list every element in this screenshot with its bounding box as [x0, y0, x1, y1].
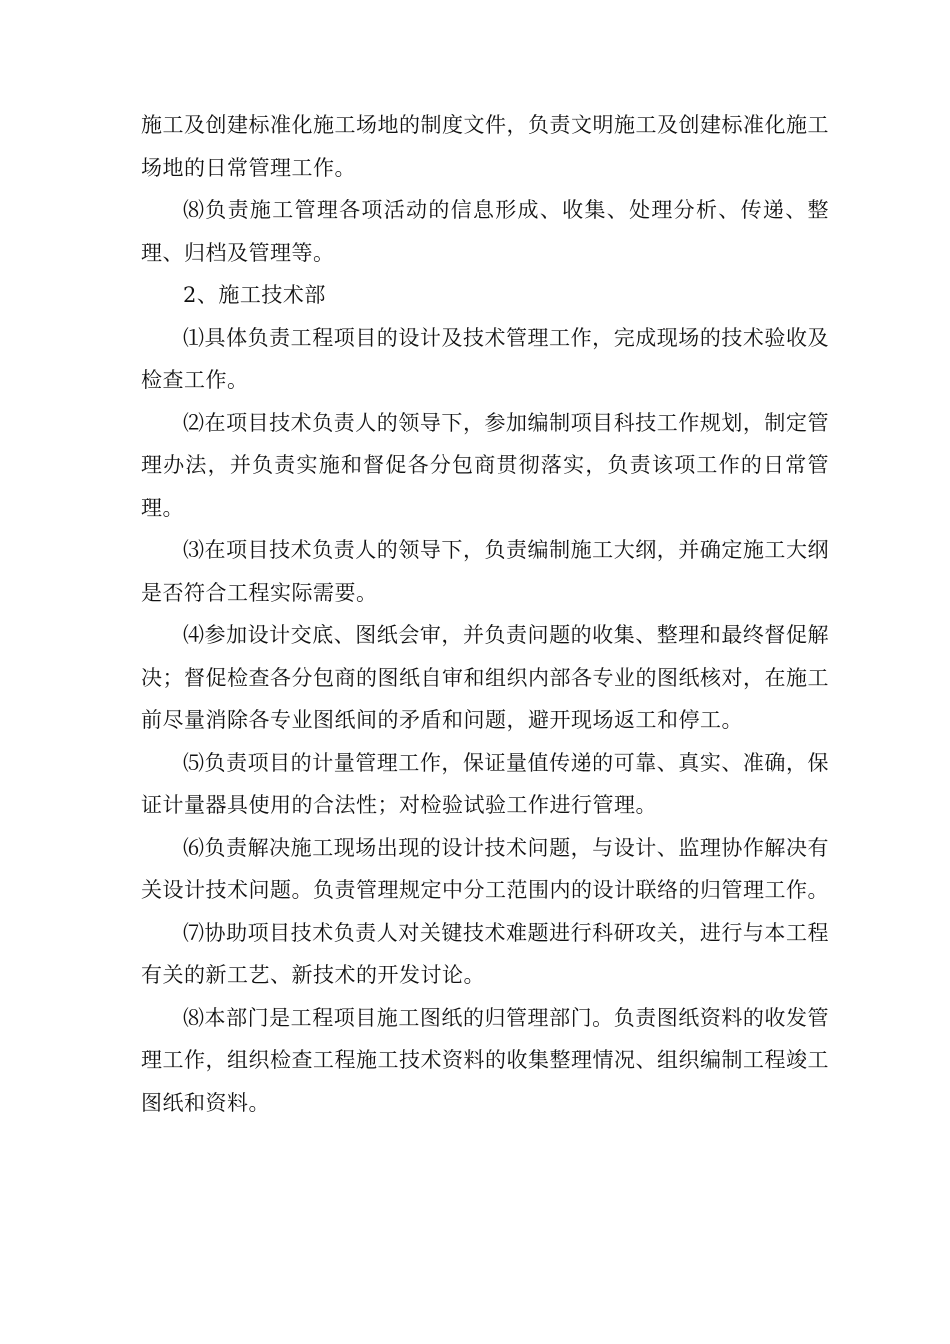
- document-body: [141, 104, 829, 1124]
- section-heading-construction-tech-dept: 2、施工技术部: [183, 283, 326, 307]
- paragraph-item-7: ⑺协助项目技术负责人对关键技术难题进行科研攻关，进行与本工程有关的新工艺、新技术的开发讨论。: [141, 920, 829, 987]
- paragraph-item-4: ⑷参加设计交底、图纸会审，并负责问题的收集、整理和最终督促解决；督促检查各分包商的图纸自审和组织内部各专业的图纸核对，在施工前尽量消除各专业图纸间的矛盾和问题，避开现场返工和停工。: [141, 623, 829, 732]
- paragraph-item-1: ⑴具体负责工程项目的设计及技术管理工作，完成现场的技术验收及检查工作。: [141, 325, 829, 392]
- paragraph-item-8-info-management: ⑻负责施工管理各项活动的信息形成、收集、处理分析、传递、整理、归档及管理等。: [141, 198, 829, 265]
- paragraph-item-6: ⑹负责解决施工现场出现的设计技术问题，与设计、监理协作解决有关设计技术问题。负责管理规定中分工范围内的设计联络的归管理工作。: [141, 835, 829, 902]
- paragraph-item-5: ⑸负责项目的计量管理工作，保证量值传递的可靠、真实、准确，保证计量器具使用的合法性；对检验试验工作进行管理。: [141, 750, 829, 817]
- paragraph-item-2: ⑵在项目技术负责人的领导下，参加编制项目科技工作规划，制定管理办法，并负责实施和督促各分包商贯彻落实，负责该项工作的日常管理。: [141, 410, 829, 520]
- paragraph-item-3: ⑶在项目技术负责人的领导下，负责编制施工大纲，并确定施工大纲是否符合工程实际需要。: [141, 538, 829, 605]
- paragraph-continued: 施工及创建标准化施工场地的制度文件，负责文明施工及创建标准化施工场地的日常管理工作。: [141, 113, 829, 180]
- paragraph-item-8: ⑻本部门是工程项目施工图纸的归管理部门。负责图纸资料的收发管理工作，组织检查工程施工技术资料的收集整理情况、组织编制工程竣工图纸和资料。: [141, 1005, 829, 1115]
